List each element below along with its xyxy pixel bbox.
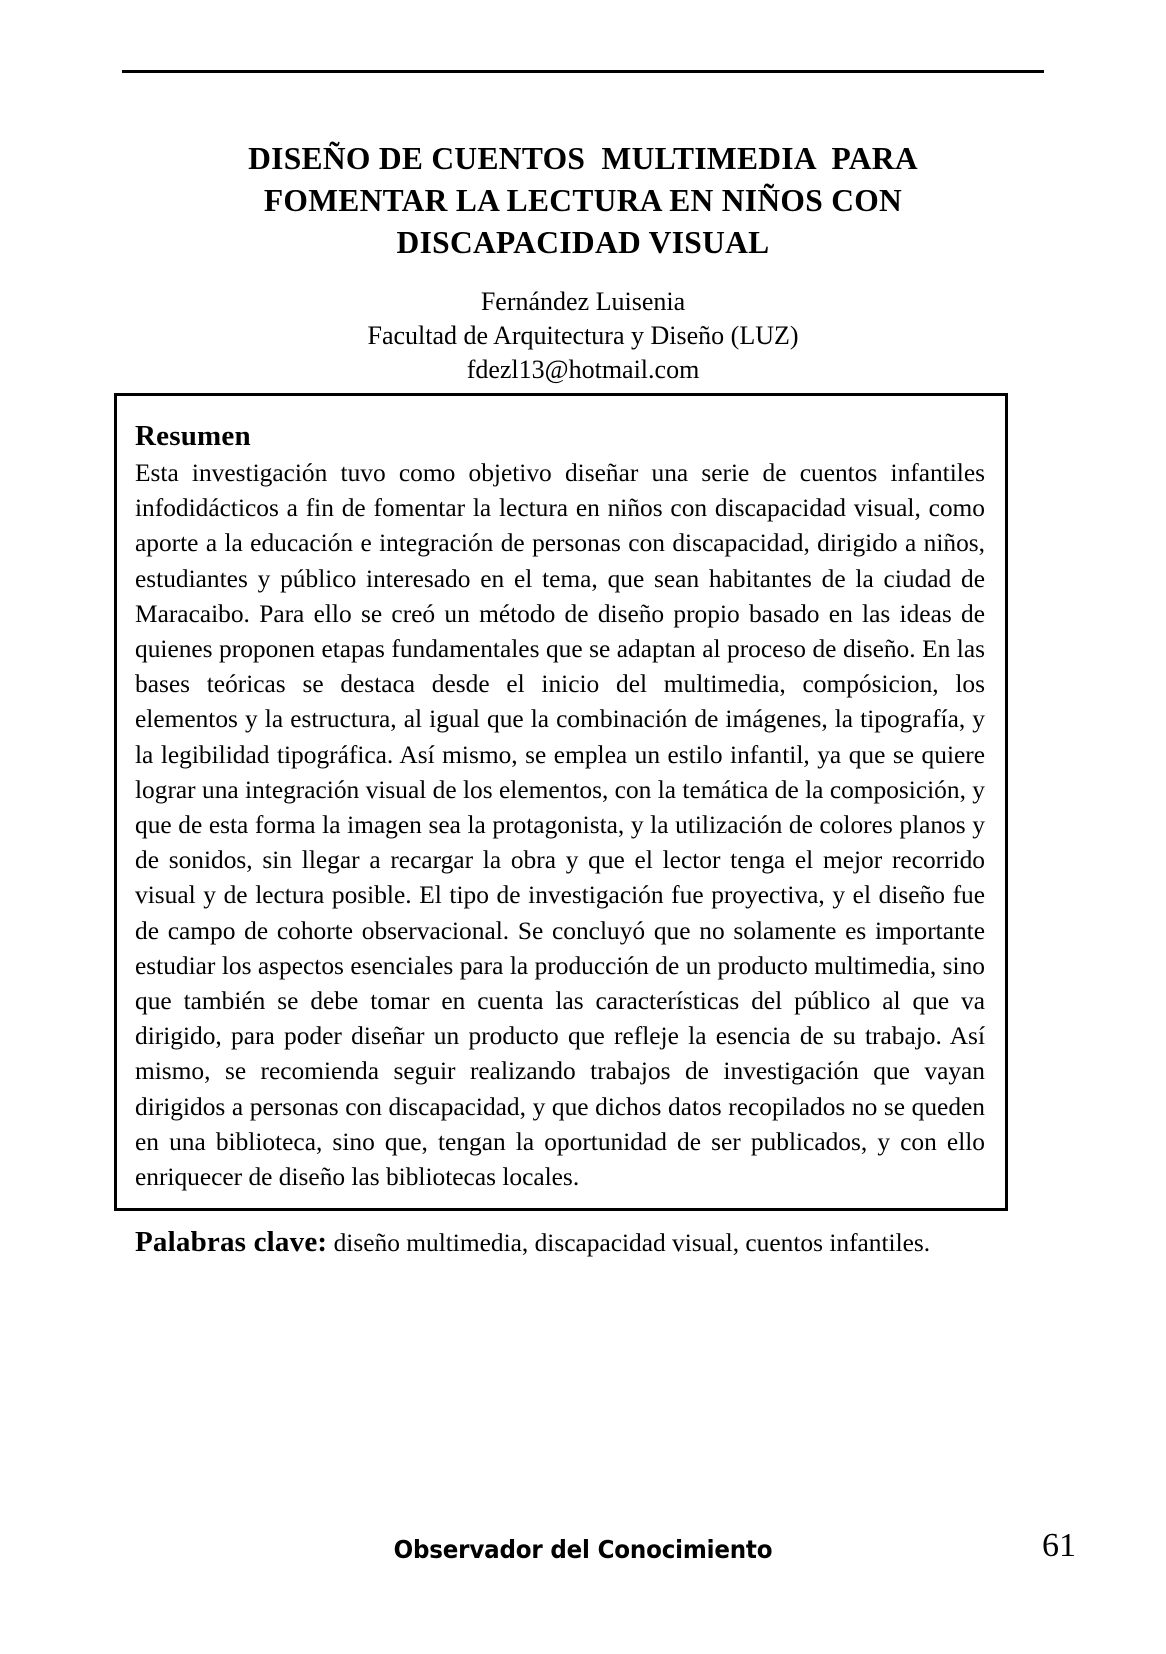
header-rule [122, 70, 1044, 73]
abstract-box [114, 393, 1008, 1259]
page-footer [0, 1527, 1166, 1595]
keywords-line [135, 1225, 985, 1260]
abstract-text: Esta investigación tuvo como objetivo diseñar una serie de cuentos infantiles infodidácticos a fin de fomentar la lectura en niños con discapacidad visual, como aporte a la educación e integración de personas con discapacidad, dirigido a niños, estudiantes y público interesado en el tema, que sean habitantes de la ciudad de Maracaibo. Para ello se creó un método de diseño propio basado en las ideas de quienes proponen etapas fundamentales que se adaptan al proceso de diseño. En las bases teóricas se destaca desde el inicio del multimedia, compósicion, los elementos y la estructura, al igual que la combinación de imágenes, la tipografía, y la legibilidad tipográfica. Así mismo, se emplea un estilo infantil, ya que se quiere lograr una integración visual de los elementos, con la temática de la composición, y que de esta forma la imagen sea la protagonista, y la utilización de colores planos y de sonidos, sin llegar a recargar la obra y que el lector tenga el mejor recorrido visual y de lectura posible. El tipo de investigación fue proyectiva, y el diseño fue de campo de cohorte observacional. Se concluyó que no solamente es importante estudiar los aspectos esenciales para la producción de un producto multimedia, sino que también se debe tomar en cuenta las características del público al que va dirigido, para poder diseñar un producto que refleje la esencia de su trabajo. Así mismo, se recomienda seguir realizando trabajos de investigación que vayan dirigidos a personas con discapacidad, y que dichos datos recopilados no se queden en una biblioteca, sino que, tengan la oportunidad de ser publicados, y con ello enriquecer de diseño las bibliotecas locales. [135, 459, 985, 1192]
abstract-heading: Resumen [135, 420, 251, 452]
author-name: Fernández Luisenia [480, 287, 686, 316]
author-block [133, 285, 1033, 387]
author-affiliation: Facultad de Arquitectura y Diseño (LUZ) [367, 321, 799, 350]
title-line-1: DISEÑO DE CUENTOS MULTIMEDIA PARA [248, 141, 918, 176]
keywords-text: diseño multimedia, discapacidad visual, cuentos infantiles. [327, 1229, 931, 1258]
keywords-label: Palabras clave: [135, 1226, 328, 1259]
page-title [133, 138, 1033, 264]
footer-journal-name: Observador del Conocimiento [393, 1535, 773, 1564]
footer-page-number: 61 [1042, 1527, 1076, 1564]
title-line-3: DISCAPACIDAD VISUAL [396, 225, 770, 260]
author-email: fdezl13@hotmail.com [466, 355, 700, 384]
title-line-2: FOMENTAR LA LECTURA EN NIÑOS CON [263, 183, 903, 218]
